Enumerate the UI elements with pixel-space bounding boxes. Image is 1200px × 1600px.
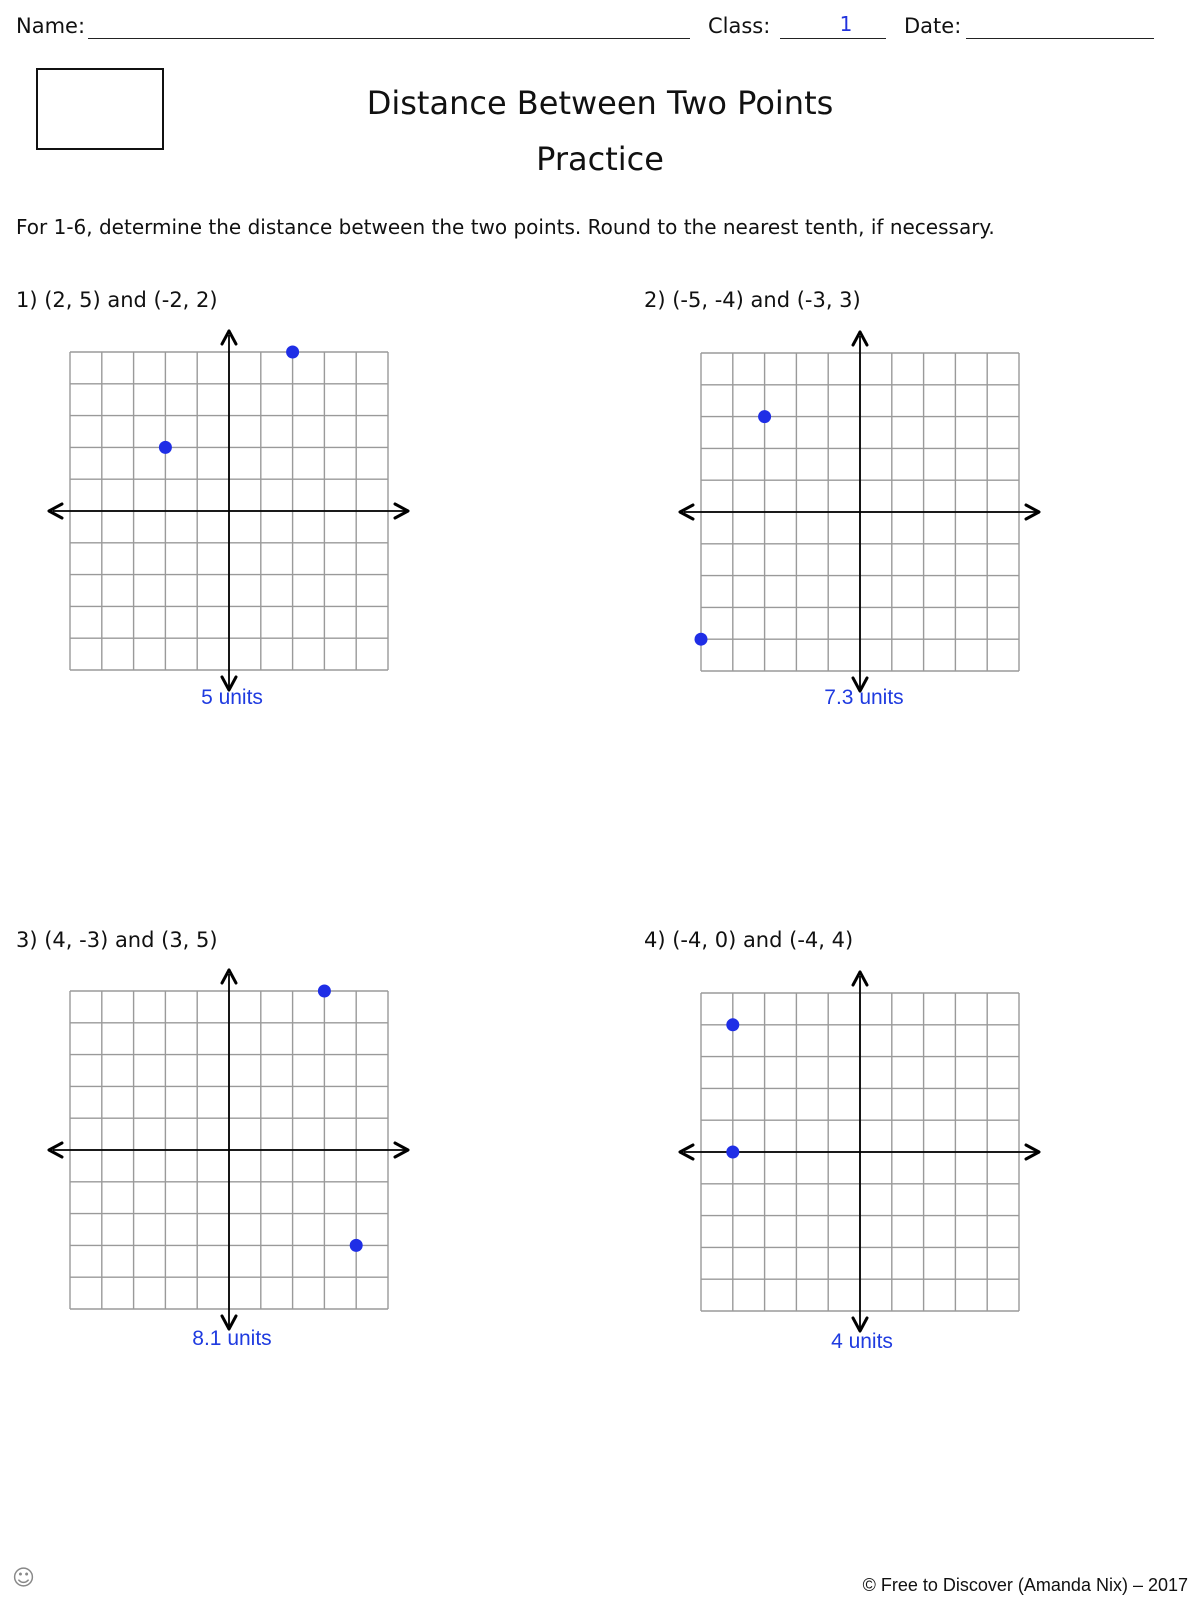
problem-4-answer: 4 units <box>831 1330 893 1353</box>
plotted-point <box>318 985 331 998</box>
problem-3-label: 3) (4, -3) and (3, 5) <box>16 928 218 952</box>
page-subtitle: Practice <box>536 140 664 178</box>
page-title: Distance Between Two Points <box>366 84 834 122</box>
date-label: Date: <box>904 14 962 38</box>
smiley-icon: ☺ <box>12 1566 35 1591</box>
instructions: For 1-6, determine the distance between the two points. Round to the nearest tenth, if necessary. <box>16 215 995 239</box>
class-value: 1 <box>839 12 853 36</box>
plotted-point <box>695 633 708 646</box>
plotted-point <box>758 410 771 423</box>
problem-1-answer: 5 units <box>201 686 263 709</box>
class-line[interactable] <box>780 38 886 39</box>
date-line[interactable] <box>966 38 1154 39</box>
plotted-point <box>350 1239 363 1252</box>
problem-1-grid <box>45 328 415 684</box>
problem-2-label: 2) (-5, -4) and (-3, 3) <box>644 288 861 312</box>
copyright: © Free to Discover (Amanda Nix) – 2017 <box>862 1575 1188 1595</box>
problem-4-label: 4) (-4, 0) and (-4, 4) <box>644 928 854 952</box>
problem-4-grid <box>676 969 1046 1325</box>
problem-3-grid <box>45 967 415 1323</box>
plotted-point <box>286 346 299 359</box>
plotted-point <box>726 1018 739 1031</box>
problem-3-answer: 8.1 units <box>192 1327 272 1350</box>
plotted-point <box>726 1146 739 1159</box>
plotted-point <box>159 441 172 454</box>
class-label: Class: <box>708 14 771 38</box>
name-line[interactable] <box>88 38 690 39</box>
name-label: Name: <box>16 14 86 38</box>
problem-2-answer: 7.3 units <box>824 686 904 709</box>
problem-1-label: 1) (2, 5) and (-2, 2) <box>16 288 218 312</box>
problem-2-grid <box>676 329 1046 685</box>
